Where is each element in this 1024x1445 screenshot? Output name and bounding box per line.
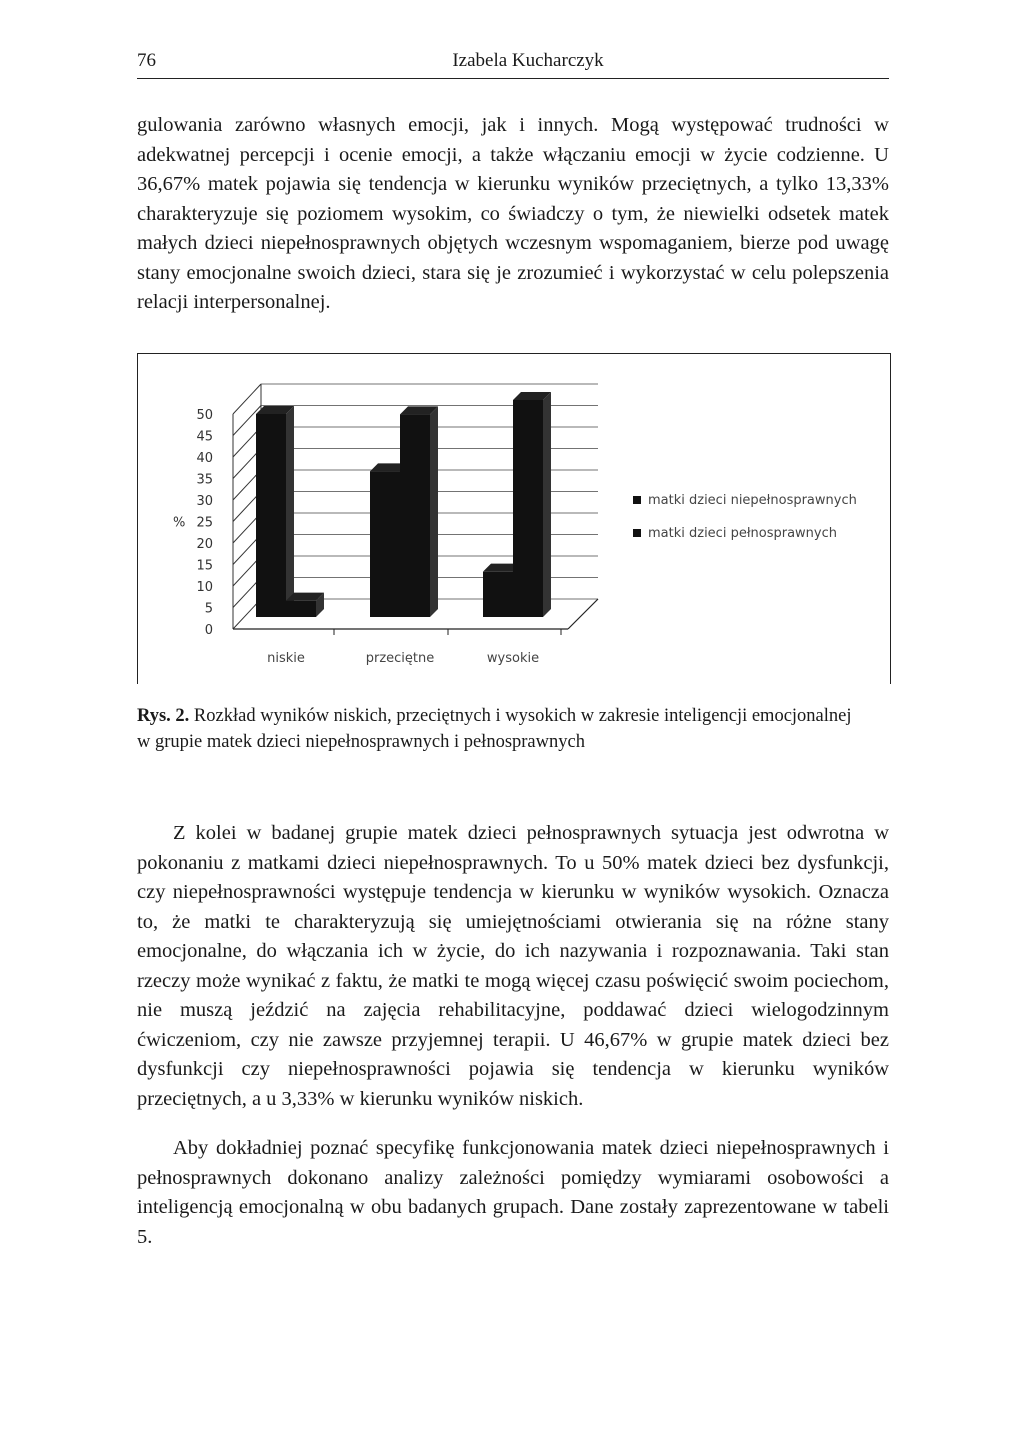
y-tick-label: 50: [196, 408, 213, 423]
y-tick-label: 30: [196, 494, 213, 509]
y-axis-label: %: [173, 515, 186, 531]
bar-side: [286, 406, 294, 617]
chart-frame: [137, 353, 891, 684]
bar: [256, 414, 286, 617]
figure-caption: [137, 703, 889, 755]
y-tick-label: 0: [204, 623, 213, 638]
running-head: Izabela Kucharczyk: [452, 50, 604, 71]
bar: [400, 414, 430, 617]
page-header: [137, 48, 889, 79]
y-tick-label: 25: [196, 515, 213, 531]
bar-chart: [138, 354, 890, 684]
x-tick-label: przeciętne: [365, 651, 435, 666]
paragraph: gulowania zarówno własnych emocji, jak i innych. Mogą występować trudności w adekwatnej percepcji i ocenie emocji, a także włączaniu emocji w życie codzienne. U 36,67% matek pojawia się tendencja w kierunku wyników przeciętnych, a tylko 13,33% charakteryzuje się poziomem wysokim, co świadczy o tym, że niewielki odsetek matek małych dzieci niepełnosprawnych objętych wczesnym wspomaganiem, bierze pod uwagę stany emocjonalne swoich dzieci, stara się je zrozumieć i wykorzystać w celu polepszenia relacji interpersonalnej.: [137, 114, 889, 313]
y-tick-label: 40: [196, 451, 213, 466]
bar: [483, 572, 513, 617]
y-tick-label: 45: [196, 429, 213, 445]
bar: [370, 471, 400, 617]
figure-caption-line2: w grupie matek dzieci niepełnosprawnych i pełnosprawnych: [137, 732, 585, 752]
y-tick-label: 10: [196, 580, 213, 595]
x-axis-depth: [568, 599, 598, 629]
figure-caption-label: Rys. 2.: [137, 706, 190, 726]
y-tick-label: 15: [196, 558, 213, 574]
paragraph: Z kolei w badanej grupie matek dzieci pełnosprawnych sytuacja jest odwrotna w pokonaniu z matkami dzieci niepełnosprawnych. To u 50% matek dzieci bez dysfunkcji, czy niepełnosprawności występuje tendencja w kierunku w wyników wysokich. Oznacza to, że matki te charakteryzują się umiejętnościami otwierania się na różne stany emocjonalne, do włączania ich w życie, do ich nazywania i rozpoznawania. Taki stan rzeczy może wynikać z faktu, że matki te mogą więcej czasu poświęcić swoim pociechom, nie muszą jeździć na zajęcia rehabilitacyjne, poddawać dzieci wielogodzinnym ćwiczeniom, czy nie zawsze przyjemnej terapii. U 46,67% w grupie matek dzieci bez dysfunkcji czy niepełnosprawności pojawia się tendencja w kierunku wyników przeciętnych, a u 3,33% w kierunku wyników niskich.: [137, 822, 889, 1110]
bar-side: [430, 406, 438, 617]
x-tick-label: wysokie: [486, 651, 540, 666]
legend-label: matki dzieci pełnosprawnych: [648, 526, 838, 541]
y-tick-label: 5: [204, 601, 213, 617]
y-tick-label: 35: [196, 472, 213, 488]
x-tick-label: niskie: [267, 651, 305, 666]
bar-side: [543, 392, 551, 617]
bar: [286, 601, 316, 617]
paragraph: Aby dokładniej poznać specyfikę funkcjonowania matek dzieci niepełnosprawnych i pełnosprawnych dokonano analizy zależności pomiędzy wymiarami osobowości a inteligencją emocjonalną w obu badanych grupach. Dane zostały zaprezentowane w tabeli 5.: [137, 1137, 889, 1248]
bar: [513, 400, 543, 617]
figure-caption-text: Rozkład wyników niskich, przeciętnych i wysokich w zakresie inteligencji emocjonalnej: [193, 706, 852, 726]
y-tick-label: 20: [196, 537, 213, 552]
legend-label: matki dzieci niepełnosprawnych: [648, 493, 857, 508]
page-number: 76: [137, 50, 156, 71]
legend-swatch: [633, 496, 641, 504]
legend-swatch: [633, 529, 641, 537]
